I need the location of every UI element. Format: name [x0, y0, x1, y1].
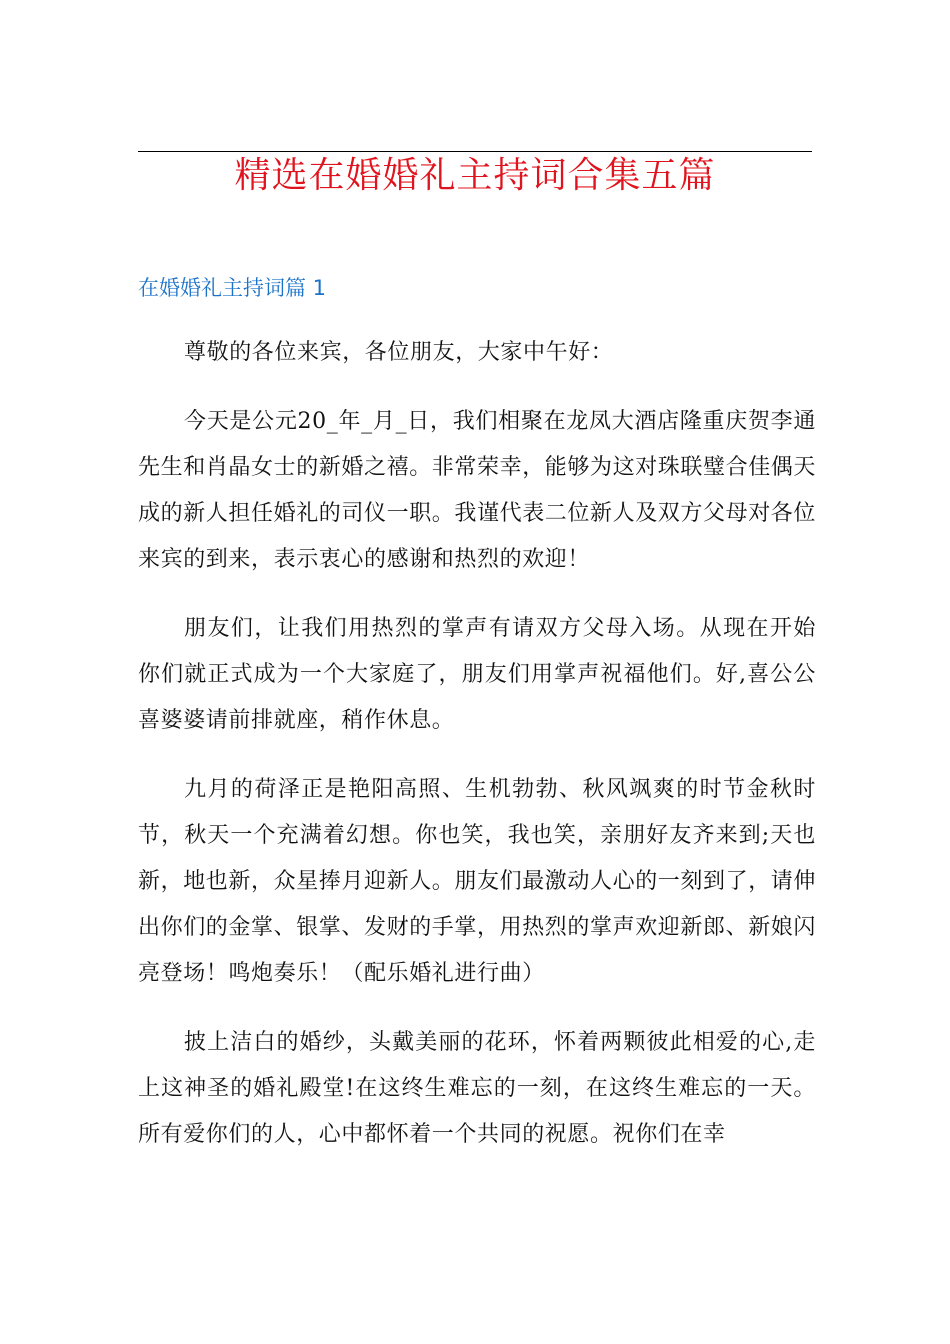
body-text [138, 330, 816, 1181]
paragraph-blessing: 披上洁白的婚纱，头戴美丽的花环，怀着两颗彼此相爱的心,走上这神圣的婚礼殿堂!在这终生难忘的一刻，在这终生难忘的一天。所有爱你们的人，心中都怀着一个共同的祝愿。祝你们在幸 [138, 1030, 816, 1147]
paragraph-introduction: 今天是公元20_年_月_日，我们相聚在龙凤大酒店隆重庆贺李通先生和肖晶女士的新婚之禧。非常荣幸，能够为这对珠联璧合佳偶天成的新人担任婚礼的司仪一职。我谨代表二位新人及双方父母对各位来宾的到来，表示衷心的感谢和热烈的欢迎！ [138, 409, 817, 572]
section-heading: 在婚婚礼主持词篇 1 [138, 276, 327, 300]
document-title: 精选在婚婚礼主持词合集五篇 [234, 155, 716, 196]
paragraph-couple-entrance: 九月的荷泽正是艳阳高照、生机勃勃、秋风飒爽的时节金秋时节，秋天一个充满着幻想。你也笑，我也笑，亲朋好友齐来到;天也新，地也新，众星捧月迎新人。朋友们最激动人心的一刻到了，请伸出你们的金掌、银掌、发财的手掌，用热烈的掌声欢迎新郎、新娘闪亮登场！鸣炮奏乐！（配乐婚礼进行曲） [138, 777, 817, 986]
paragraph-parents-entrance: 朋友们，让我们用热烈的掌声有请双方父母入场。从现在开始你们就正式成为一个大家庭了，朋友们用掌声祝福他们。好,喜公公喜婆婆请前排就座，稍作休息。 [138, 616, 816, 733]
paragraph-greeting: 尊敬的各位来宾，各位朋友，大家中午好： [184, 340, 614, 365]
